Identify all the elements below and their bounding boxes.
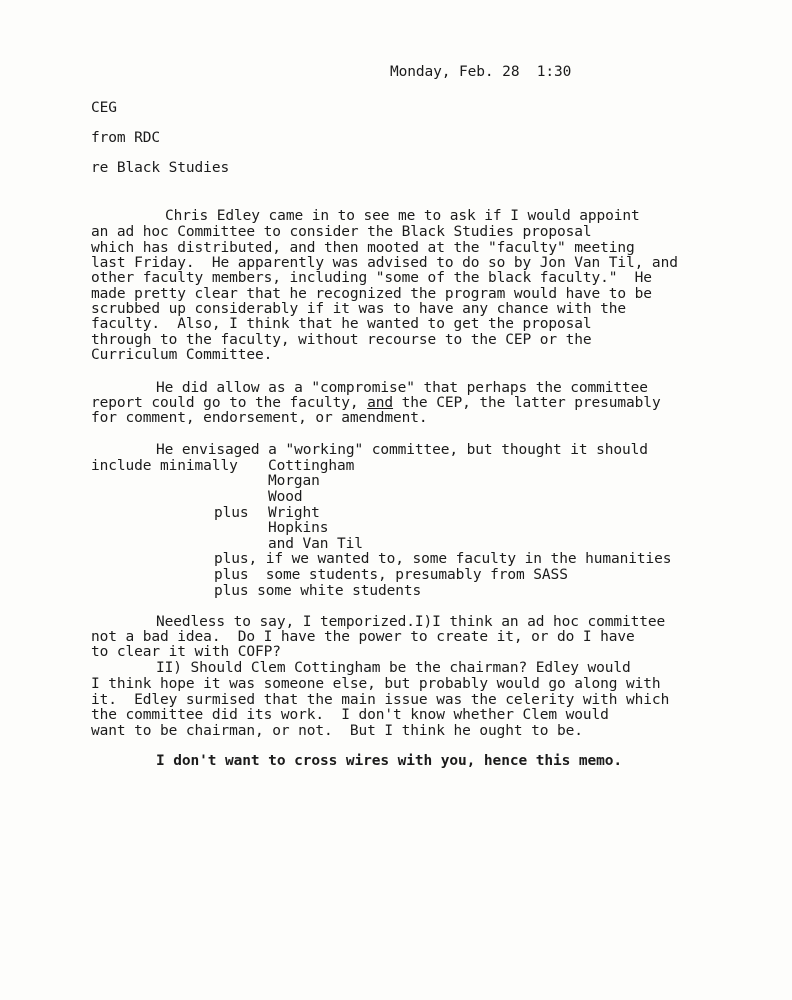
committee-name: Wright: [268, 505, 320, 521]
committee-name: and Van Til: [268, 536, 363, 552]
plus-label: plus: [214, 505, 249, 521]
p1-line: Chris Edley came in to see me to ask if I would appoint: [165, 208, 640, 224]
p2-line: for comment, endorsement, or amendment.: [91, 410, 428, 426]
extra-member-line: plus some white students: [214, 583, 422, 599]
extra-member-line: plus, if we wanted to, some faculty in the humanities: [214, 551, 672, 567]
p5-line: it. Edley surmised that the main issue was the celerity with which: [91, 692, 670, 708]
committee-name: Cottingham: [268, 458, 355, 474]
recipient-initials: CEG: [91, 100, 117, 116]
committee-name: Hopkins: [268, 520, 329, 536]
p1-line: which has distributed, and then mooted at the "faculty" meeting: [91, 240, 635, 256]
p1-line: through to the faculty, without recourse to the CEP or the: [91, 332, 592, 348]
p1-line: made pretty clear that he recognized the program would have to be: [91, 286, 652, 302]
p5-line: want to be chairman, or not. But I think he ought to be.: [91, 723, 583, 739]
p5-line: I think hope it was someone else, but probably would go along with: [91, 676, 661, 692]
p5-line: II) Should Clem Cottingham be the chairman? Edley would: [156, 660, 631, 676]
p2-line: He did allow as a "compromise" that perhaps the committee: [156, 380, 648, 396]
p2-line: report could go to the faculty, and the CEP, the latter presumably: [91, 395, 661, 411]
extra-member-line: plus some students, presumably from SASS: [214, 567, 568, 583]
underlined-word: and: [367, 395, 394, 411]
p1-line: scrubbed up considerably if it was to have any chance with the: [91, 301, 627, 317]
p1-line: Curriculum Committee.: [91, 347, 273, 363]
committee-name: Wood: [268, 489, 303, 505]
p1-line: an ad hoc Committee to consider the Black Studies proposal: [91, 224, 592, 240]
sender-line: from RDC: [91, 130, 161, 146]
p1-line: other faculty members, including "some of the black faculty." He: [91, 270, 652, 286]
p1-line: last Friday. He apparently was advised to do so by Jon Van Til, and: [91, 255, 678, 271]
p4-line: not a bad idea. Do I have the power to create it, or do I have: [91, 629, 635, 645]
subject-line: re Black Studies: [91, 160, 230, 176]
closing-line: I don't want to cross wires with you, hence this memo.: [156, 753, 623, 769]
p4-line: Needless to say, I temporized.I)I think an ad hoc committee: [156, 614, 666, 630]
p3-line: He envisaged a "working" committee, but thought it should: [156, 442, 648, 458]
p4-line: to clear it with COFP?: [91, 644, 281, 660]
date-line: Monday, Feb. 28 1:30: [390, 64, 572, 80]
p5-line: the committee did its work. I don't know whether Clem would: [91, 707, 609, 723]
committee-name: Morgan: [268, 473, 320, 489]
include-label: include minimally: [91, 458, 238, 474]
p1-line: faculty. Also, I think that he wanted to get the proposal: [91, 316, 592, 332]
